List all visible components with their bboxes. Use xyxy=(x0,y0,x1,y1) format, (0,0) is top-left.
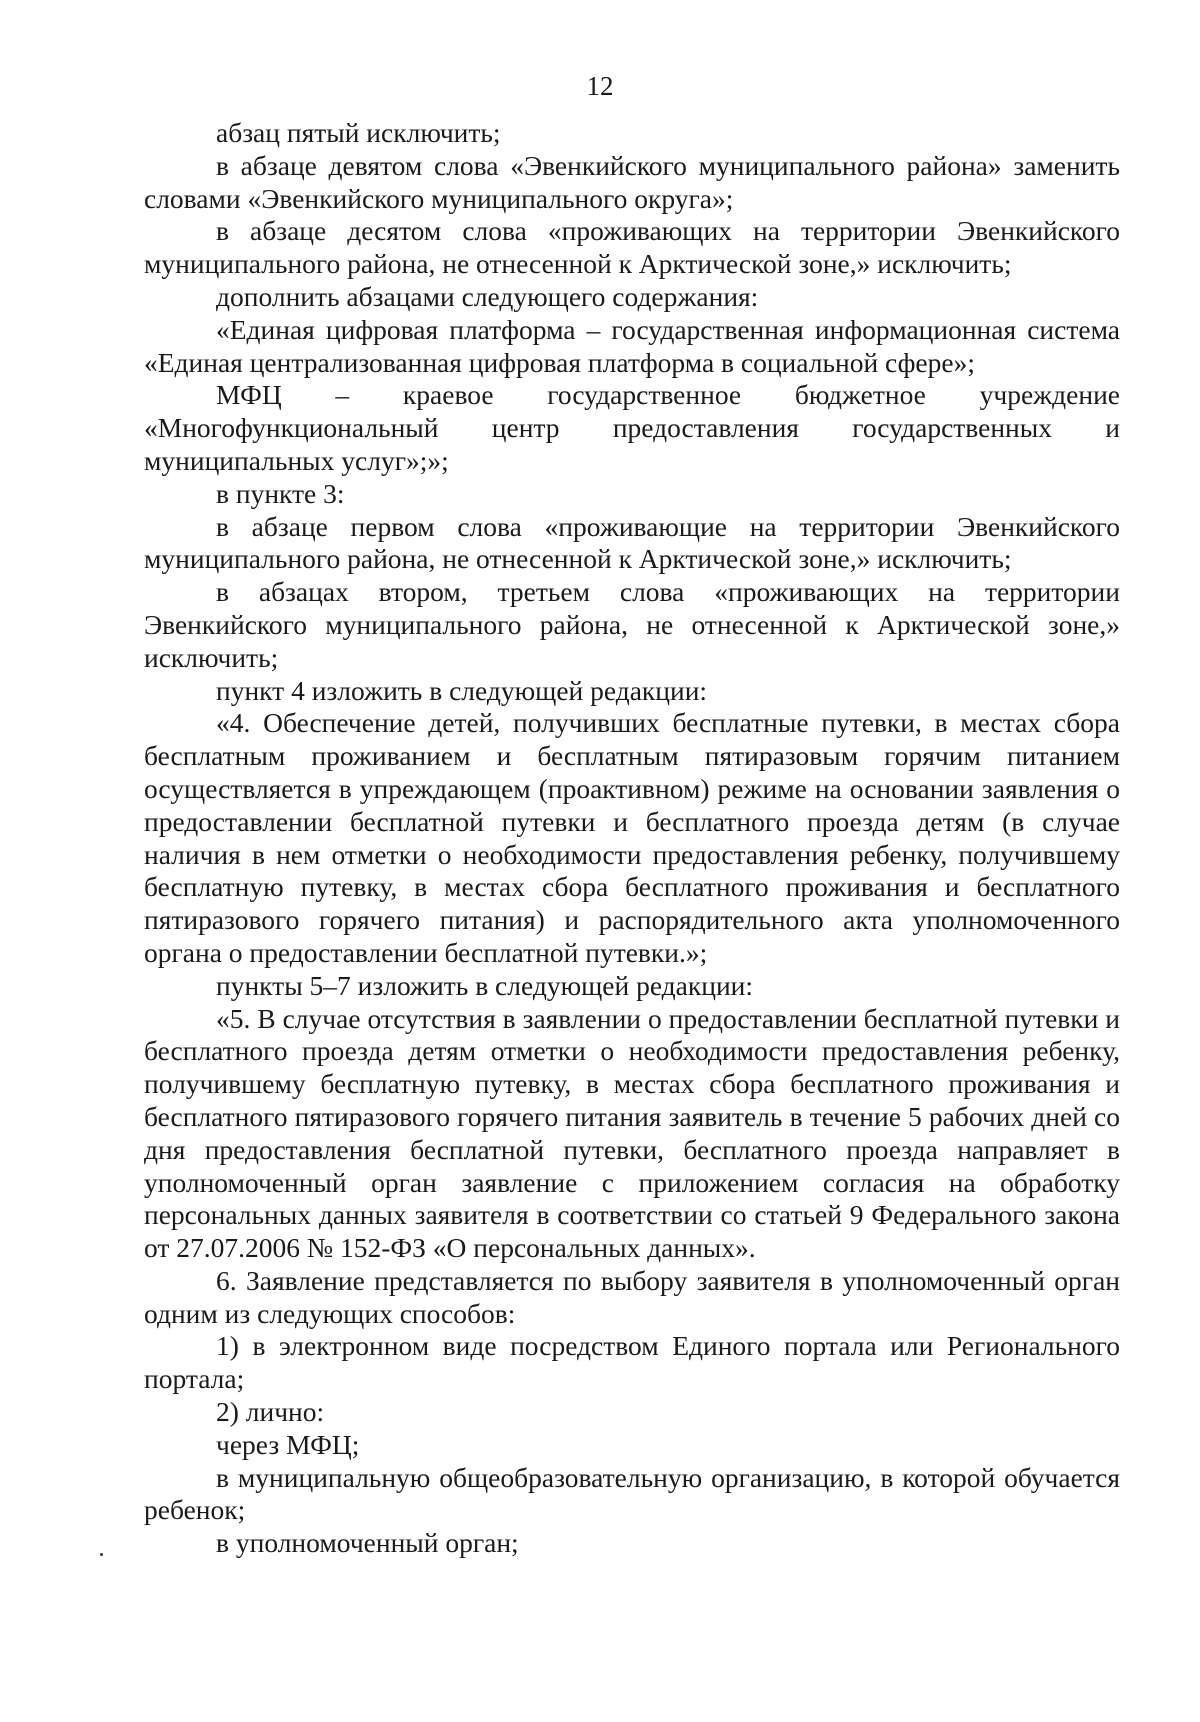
paragraph: в уполномоченный орган; xyxy=(216,1527,519,1559)
paragraph: в абзаце десятом слова «проживающих на территории Эвенкийского муниципального района, не отнесенной к Арктической зоне,» исключить; xyxy=(144,215,1120,280)
paragraph: в абзацах втором, третьем слова «проживающих на территории Эвенкийского муниципального района, не отнесенной к Арктической зоне,» исключить; xyxy=(144,576,1120,673)
paragraph: в муниципальную общеобразовательную организацию, в которой обучается ребенок; xyxy=(144,1461,1120,1526)
paragraph: 1) в электронном виде посредством Единого портала или Регионального портала; xyxy=(144,1330,1120,1395)
document-body xyxy=(144,117,1120,1560)
paragraph: «4. Обеспечение детей, получивших бесплатные путевки, в местах сбора бесплатным проживанием и бесплатным пятиразовым горячим питанием осуществляется в упреждающем (проактивном) режиме на основании заявления о предоставлении бесплатной путевки и бесплатного проезда детям (в случае наличия в нем отметки о необходимости предоставления ребенку, получившему бесплатную путевку, в местах сбора бесплатного проживания и бесплатного пятиразового горячего питания) и распорядительного акта уполномоченного органа о предоставлении бесплатной путевки.»; xyxy=(144,707,1120,968)
paragraph: «5. В случае отсутствия в заявлении о предоставлении бесплатной путевки и бесплатного проезда детям отметки о необходимости предоставления ребенку, получившему бесплатную путевку, в местах сбора бесплатного проживания и бесплатного пятиразового горячего питания заявитель в течение 5 рабочих дней со дня предоставления бесплатной путевки, бесплатного проезда направляет в уполномоченный орган заявление с приложением согласия на обработку персональных данных заявителя в соответствии со статьей 9 Федерального закона от 27.07.2006 № 152-ФЗ «О персональных данных». xyxy=(144,1002,1120,1264)
paragraph: пункт 4 изложить в следующей редакции: xyxy=(216,674,708,706)
paragraph: в абзаце первом слова «проживающие на территории Эвенкийского муниципального района, не отнесенной к Арктической зоне,» исключить; xyxy=(144,510,1120,575)
paragraph: пункты 5–7 изложить в следующей редакции: xyxy=(216,969,754,1001)
page-number: 12 xyxy=(586,71,614,101)
paragraph: в абзаце девятом слова «Эвенкийского муниципального района» заменить словами «Эвенкийского муниципального округа»; xyxy=(144,149,1120,214)
scan-speck xyxy=(100,1553,103,1556)
paragraph: дополнить абзацами следующего содержания: xyxy=(216,280,759,312)
paragraph: абзац пятый исключить; xyxy=(216,117,501,148)
paragraph: МФЦ – краевое государственное бюджетное учреждение «Многофункциональный центр предоставления государственных и муниципальных услуг»;»; xyxy=(144,379,1120,476)
paragraph: «Единая цифровая платформа – государственная информационная система «Единая централизованная цифровая платформа в социальной сфере»; xyxy=(144,313,1120,378)
paragraph: через МФЦ; xyxy=(216,1428,360,1460)
paragraph: 2) лично: xyxy=(216,1396,325,1428)
paragraph: 6. Заявление представляется по выбору заявителя в уполномоченный орган одним из следующих способов: xyxy=(144,1264,1120,1329)
paragraph: в пункте 3: xyxy=(216,477,345,509)
